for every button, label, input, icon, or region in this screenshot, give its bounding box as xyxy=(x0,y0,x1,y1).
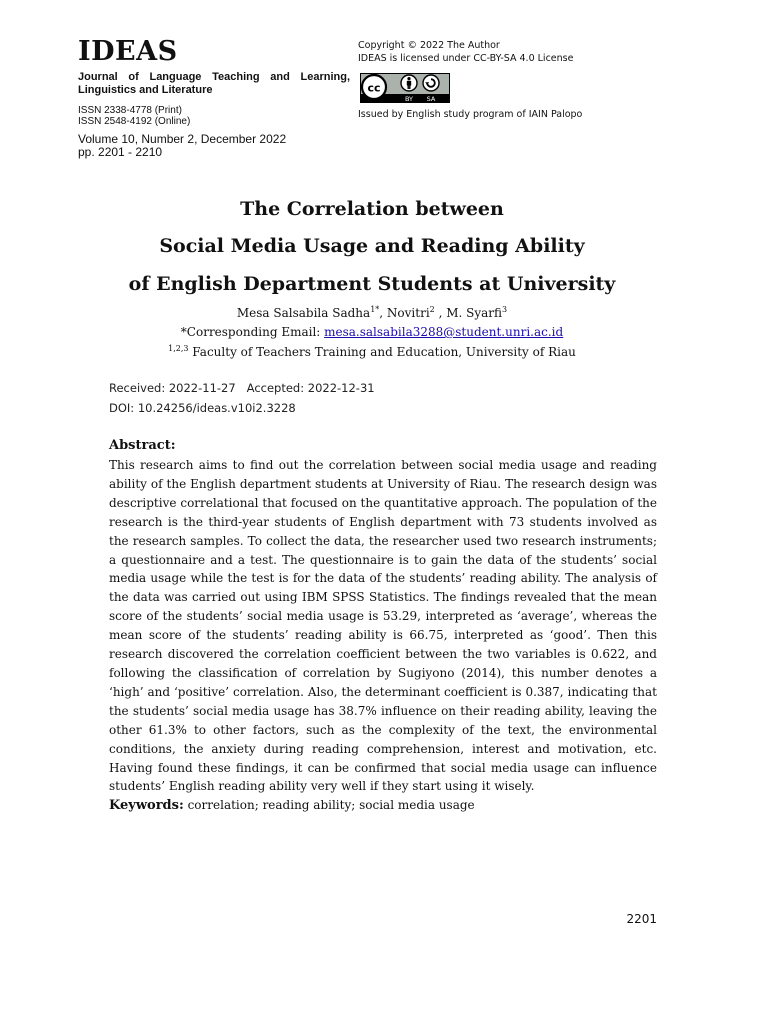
article-title-line-1: The Correlation between xyxy=(240,198,504,220)
volume-info: Volume 10, Number 2, December 2022 xyxy=(78,132,287,146)
affiliation xyxy=(0,344,744,359)
issued-by: Issued by English study program of IAIN Palopo xyxy=(358,109,583,120)
cc-label: cc xyxy=(367,81,381,95)
page-number: 2201 xyxy=(626,912,657,926)
issn-print: ISSN 2338-4778 (Print) xyxy=(78,105,182,116)
sa-label: SA xyxy=(426,95,436,103)
doi[interactable]: DOI: 10.24256/ideas.v10i2.3228 xyxy=(109,401,296,415)
corresponding-email-line xyxy=(0,325,744,339)
author-name: M. Syarfi xyxy=(446,306,503,320)
volume-block xyxy=(78,133,286,159)
keywords-label: Keywords: xyxy=(109,798,184,813)
copyright-block xyxy=(358,40,573,65)
affiliation-text: Faculty of Teachers Training and Education, University of Riau xyxy=(188,345,576,359)
license-text: IDEAS is licensed under CC-BY-SA 4.0 License xyxy=(358,52,574,64)
copyright-text: Copyright © 2022 The Author xyxy=(358,40,500,51)
author-separator: , xyxy=(434,306,447,320)
author-affiliation-mark: 2 xyxy=(429,305,435,314)
issn-block xyxy=(78,105,190,127)
author-name: Novitri xyxy=(386,306,430,320)
keywords-line xyxy=(109,798,475,813)
page-range: pp. 2201 - 2210 xyxy=(78,145,163,159)
journal-name: IDEAS xyxy=(78,36,178,67)
author-affiliation-mark: 1* xyxy=(370,305,380,314)
author-name: Mesa Salsabila Sadha xyxy=(236,306,371,320)
affiliation-mark: 1,2,3 xyxy=(168,344,189,353)
article-title-line-3: of English Department Students at University xyxy=(128,273,616,295)
abstract-body: This research aims to find out the correlation between social media usage and reading ability of the English department students at University of Riau. The research design was descriptive correlational that focused on the quantitative approach. The population of the research is the third-year students of English department with 73 students involved as the research samples. To collect the data, the researcher used two research instruments; a questionnaire and a test. The questionnaire is to gain the data of the students’ social media usage while the test is for the data of the students’ reading ability. The analysis of the data was carried out using IBM SPSS Statistics. The findings revealed that the mean score of the students’ social media usage is 53.29, interpreted as ‘average’, whereas the mean score of the students’ reading ability is 66.75, interpreted as ‘good’. Then this research discovered the correlation coefficient between the two variables is 0.622, and following the classification of correlation by Sugiyono (2014), this number denotes a ‘high’ and ‘positive’ correlation. Also, the determinant coefficient is 0.387, indicating that the students’ social media usage has 38.7% influence on their reading ability, leaving the other 61.3% to other factors, such as the complexity of the text, the environmental conditions, the anxiety during reading comprehension, interest and motivation, etc. Having found these findings, it can be confirmed that social media usage can influence students’ English reading ability very well if they start using it wisely. xyxy=(109,458,657,794)
issn-online: ISSN 2548-4192 (Online) xyxy=(78,116,191,127)
author-separator: , xyxy=(379,306,387,320)
author-list xyxy=(0,305,744,320)
by-label: BY xyxy=(404,95,414,103)
sa-share-alike-icon xyxy=(423,75,439,91)
journal-subtitle: Journal of Language Teaching and Learning, Linguistics and Literature xyxy=(78,71,350,96)
email-label: *Corresponding Email: xyxy=(180,325,325,339)
author-affiliation-mark: 3 xyxy=(502,305,508,314)
cc-by-sa-badge[interactable] xyxy=(360,73,450,103)
by-person-icon xyxy=(401,75,417,91)
abstract-heading: Abstract: xyxy=(109,438,176,453)
submission-dates: Received: 2022-11-27 Accepted: 2022-12-31 xyxy=(109,381,375,395)
keywords-text: correlation; reading ability; social media usage xyxy=(183,798,475,812)
email-link[interactable]: mesa.salsabila3288@student.unri.ac.id xyxy=(324,325,564,339)
article-title-line-2: Social Media Usage and Reading Ability xyxy=(159,235,585,257)
